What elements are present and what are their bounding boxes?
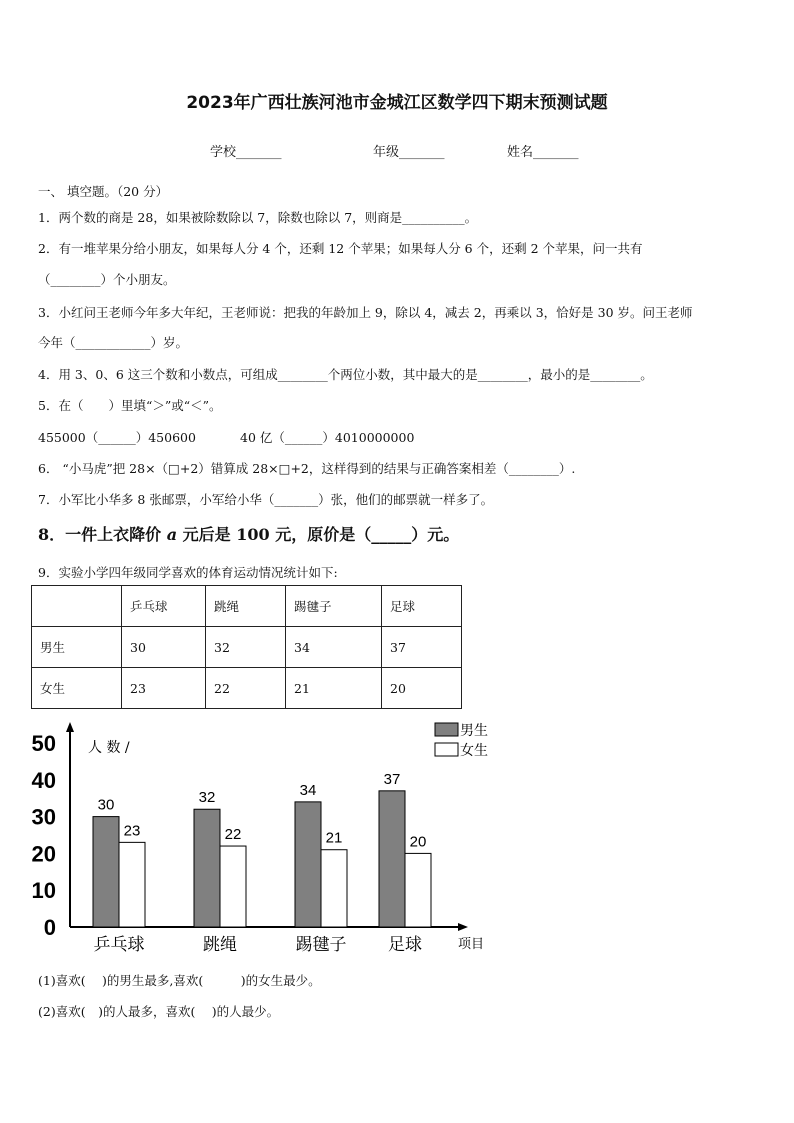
table-cell: 22 (206, 668, 286, 709)
table-header-cell: 足球 (382, 586, 462, 627)
table-cell: 30 (122, 627, 206, 668)
y-tick-label: 20 (31, 841, 56, 867)
bar-girls (405, 853, 431, 927)
question-7: 7．小军比小华多 8 张邮票，小军给小华（_______）张，他们的邮票就一样多了。 (38, 492, 494, 507)
x-tick-label: 跳绳 (203, 935, 237, 955)
legend-label: 女生 (460, 743, 488, 759)
data-label: 20 (409, 833, 427, 851)
data-label: 34 (299, 781, 317, 799)
question-5-item-b: 40 亿（______）4010000000 (240, 430, 415, 445)
table-cell: 34 (286, 627, 382, 668)
bar-girls (119, 842, 145, 927)
table-cell: 21 (286, 668, 382, 709)
question-5-item-a: 455000（______）450600 (38, 430, 196, 445)
school-field: 学校_______ (210, 145, 282, 160)
x-tick-label: 踢毽子 (295, 935, 347, 955)
y-tick-label: 0 (43, 915, 56, 940)
x-axis-label: 项目 (458, 937, 485, 952)
y-axis-label: 人 数 / (88, 740, 130, 756)
question-4: 4．用 3、0、6 这三个数和小数点，可组成________个两位小数，其中最大的是________，最小的是________。 (38, 367, 653, 382)
table-header-cell: 踢毽子 (286, 586, 382, 627)
sub-question-2: (2)喜欢( )的人最多，喜欢( )的人最少。 (38, 1004, 280, 1019)
table-header-cell (32, 586, 122, 627)
bar-boys (194, 809, 220, 927)
data-label: 32 (198, 789, 216, 807)
y-tick-label: 10 (31, 878, 56, 904)
table-row (32, 627, 462, 668)
y-tick-label: 50 (31, 731, 56, 756)
question-8-suffix: 元后是 100 元，原价是（_____）元。 (177, 525, 460, 544)
question-2-line1: 2．有一堆苹果分给小朋友，如果每人分 4 个，还剩 12 个苹果；如果每人分 6 个，还剩 2 个苹果，问一共有 (38, 241, 643, 256)
question-9: 9．实验小学四年级同学喜欢的体育运动情况统计如下: (38, 565, 338, 580)
grade-field: 年级_______ (373, 145, 445, 160)
data-label: 22 (224, 826, 242, 844)
table-cell: 23 (122, 668, 206, 709)
data-label: 37 (383, 770, 401, 788)
question-6: 6． “小马虎”把 28×（□+2）错算成 28×□+2，这样得到的结果与正确答案相差（________）. (38, 461, 576, 476)
table-cell: 男生 (32, 627, 122, 668)
bar-boys (379, 791, 405, 927)
legend-swatch (435, 723, 458, 736)
bar-girls (220, 846, 246, 927)
bar-boys (93, 817, 119, 927)
question-1: 1．两个数的商是 28，如果被除数除以 7，除数也除以 7，则商是__________。 (38, 210, 478, 225)
data-label: 30 (97, 796, 115, 814)
table-cell: 32 (206, 627, 286, 668)
table-cell: 20 (382, 668, 462, 709)
bar-girls (321, 850, 347, 927)
y-tick-label: 40 (31, 767, 56, 793)
question-3-line2: 今年（____________）岁。 (38, 335, 189, 350)
y-axis-arrow (66, 722, 74, 732)
name-field: 姓名_______ (507, 145, 579, 160)
table-header-cell: 跳绳 (206, 586, 286, 627)
page-title: 2023年广西壮族河池市金城江区数学四下期末预测试题 (186, 93, 608, 113)
legend-label: 男生 (460, 723, 488, 739)
question-8-prefix: 8．一件上衣降价 (38, 525, 167, 544)
sports-table (31, 585, 462, 709)
question-3-line1: 3．小红问王老师今年多大年纪，王老师说：把我的年龄加上 9，除以 4，减去 2，再乘以 3，恰好是 30 岁。问王老师 (38, 305, 693, 320)
x-tick-label: 乒乓球 (93, 935, 145, 955)
question-8 (38, 522, 459, 545)
x-tick-label: 足球 (388, 935, 422, 955)
table-cell: 37 (382, 627, 462, 668)
table-cell: 女生 (32, 668, 122, 709)
sub-question-1: (1)喜欢( )的男生最多,喜欢( )的女生最少。 (38, 973, 321, 988)
data-label: 21 (325, 829, 343, 847)
question-8-variable: a (166, 525, 178, 544)
data-label: 23 (123, 822, 141, 840)
question-2-line2: （________）个小朋友。 (38, 272, 176, 287)
table-header-row (32, 586, 462, 627)
question-5: 5．在（ ）里填“＞”或“＜”。 (38, 398, 222, 413)
bar-boys (295, 802, 321, 927)
section-heading: 一、 填空题。（20 分） (38, 184, 169, 199)
table-header-cell: 乒乓球 (122, 586, 206, 627)
x-axis-arrow (458, 923, 468, 931)
y-tick-label: 30 (31, 804, 56, 830)
table-row (32, 668, 462, 709)
bar-chart (30, 718, 500, 958)
legend-swatch (435, 743, 458, 756)
